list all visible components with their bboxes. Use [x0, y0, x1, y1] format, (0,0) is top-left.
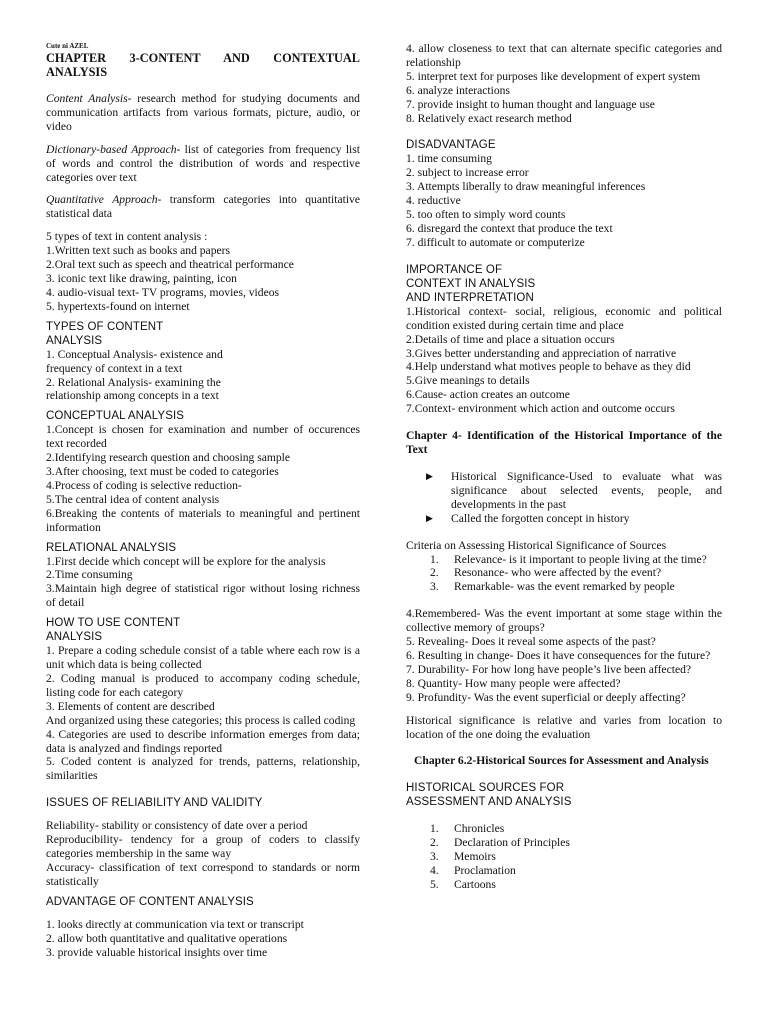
advantage-item: 5. interpret text for purposes like development of expert system	[406, 69, 701, 83]
content-analysis-text: research method for studying documents and communication artifacts from various formats, picture, audio, or video	[46, 92, 360, 133]
importance-item: 6.Cause- action creates an outcome	[406, 388, 570, 402]
author-note: Cute ni AZEL	[46, 42, 89, 50]
how-to-use-item: 5. Coded content is analyzed for trends, patterns, relationship, similarities	[46, 755, 360, 783]
conceptual-analysis-heading: CONCEPTUAL ANALYSIS	[46, 410, 185, 423]
arrow-right-icon: ▶	[426, 471, 433, 482]
sources-number: 2.	[430, 836, 439, 850]
chapter4-bullet	[426, 470, 722, 512]
dictionary-text: list of categories from frequency list of words and control the distribution of words and respective categories over text	[46, 142, 360, 184]
chapter4-heading: Chapter 4- Identification of the Historical Importance of the Text	[406, 429, 722, 457]
issues-item: Reliability- stability or consistency of date over a period	[46, 819, 308, 833]
types-of-text-intro: 5 types of text in content analysis :	[46, 230, 208, 244]
sources-text: Proclamation	[454, 864, 516, 878]
types-of-content-item: 1. Conceptual Analysis- existence and	[46, 347, 223, 361]
criteria-heading: Criteria on Assessing Historical Significance of Sources	[406, 538, 667, 552]
criteria-more-item: 5. Revealing- Does it reveal some aspects of the past?	[406, 635, 656, 649]
types-of-text-item: 1.Written text such as books and papers	[46, 244, 231, 258]
importance-item: 4.Help understand what motives people to behave as they did	[406, 360, 691, 374]
disadvantage-heading: DISADVANTAGE	[406, 139, 496, 152]
types-of-content-item: frequency of context in a text	[46, 361, 183, 375]
types-of-text-item: 4. audio-visual text- TV programs, movies, videos	[46, 285, 280, 299]
disadvantage-item: 4. reductive	[406, 194, 461, 208]
issues-item: Accuracy- classification of text correspond to standards or norm statistically	[46, 860, 360, 888]
advantage-item: 8. Relatively exact research method	[406, 111, 572, 125]
importance-item: 1.Historical context- social, religious, economic and political condition existed during certain time and place	[406, 304, 722, 332]
dictionary-term: Dictionary-based Approach-	[46, 142, 181, 156]
sources-heading: HISTORICAL SOURCES FOR	[406, 782, 565, 795]
importance-item: 5.Give meanings to details	[406, 374, 530, 388]
how-to-use-heading: HOW TO USE CONTENT	[46, 617, 181, 630]
types-of-text-item: 2.Oral text such as speech and theatrical performance	[46, 258, 294, 272]
types-of-content-heading: TYPES OF CONTENT	[46, 320, 164, 333]
sources-heading-2: ASSESSMENT AND ANALYSIS	[406, 796, 572, 809]
advantage-item: 3. provide valuable historical insights over time	[46, 945, 268, 959]
importance-heading-3: AND INTERPRETATION	[406, 291, 534, 304]
criteria-list	[406, 553, 722, 595]
criteria-more-item: 4.Remembered- Was the event important at some stage within the collective memory of groups?	[406, 607, 722, 635]
disadvantage-item: 7. difficult to automate or computerize	[406, 235, 585, 249]
how-to-use-item: 3. Elements of content are described	[46, 699, 215, 713]
types-of-content-heading-2: ANALYSIS	[46, 334, 103, 347]
advantage-item: 1. looks directly at communication via text or transcript	[46, 917, 304, 931]
content-analysis-term: Content Analysis-	[46, 92, 132, 105]
quantitative-approach-definition	[46, 193, 360, 221]
advantage-item: 4. allow closeness to text that can alternate specific categories and relationship	[406, 42, 722, 69]
arrow-right-icon: ▶	[426, 512, 433, 523]
how-to-use-item: 4. Categories are used to describe information emerges from data; data is analyzed and findings reported	[46, 727, 360, 755]
conceptual-item: 4.Process of coding is selective reduction-	[46, 478, 242, 492]
importance-item: 3.Gives better understanding and appreciation of narrative	[406, 346, 677, 360]
criteria-item	[430, 580, 722, 594]
importance-item: 7.Context- environment which action and outcome occurs	[406, 402, 675, 416]
chapter3-title-line2: ANALYSIS	[46, 65, 108, 79]
sources-item	[430, 822, 722, 836]
sources-item	[430, 878, 722, 892]
sources-number: 3.	[430, 850, 439, 864]
sources-number: 1.	[430, 822, 439, 836]
quantitative-text: transform categories into quantitative statistical data	[46, 193, 360, 221]
advantage-item: 7. provide insight to human thought and language use	[406, 97, 655, 111]
advantage-item: 2. allow both quantitative and qualitative operations	[46, 931, 288, 945]
criteria-more-item: 8. Quantity- How many people were affected?	[406, 676, 621, 690]
disadvantage-item: 5. too often to simply word counts	[406, 208, 566, 222]
types-of-content-item: relationship among concepts in a text	[46, 389, 219, 403]
criteria-number: 2.	[430, 566, 439, 580]
content-analysis-definition	[46, 92, 360, 134]
sources-item	[430, 864, 722, 878]
relational-item: 2.Time consuming	[46, 568, 133, 582]
relational-analysis-heading: RELATIONAL ANALYSIS	[46, 541, 177, 554]
dictionary-approach-definition	[46, 143, 360, 185]
chapter4-bullet-list	[406, 470, 722, 526]
right-column	[406, 42, 722, 892]
how-to-use-heading-2: ANALYSIS	[46, 631, 103, 644]
conceptual-item: 5.The central idea of content analysis	[46, 492, 220, 506]
criteria-more-item: 9. Profundity- Was the event superficial or deeply affecting?	[406, 690, 686, 704]
chapter62-heading: Chapter 6.2-Historical Sources for Assessment and Analysis	[414, 754, 709, 768]
how-to-use-item: 1. Prepare a coding schedule consist of a table where each row is a unit which data is being collected	[46, 644, 360, 672]
sources-number: 5.	[430, 878, 439, 892]
chapter4-bullet-text: Called the forgotten concept in history	[451, 511, 630, 525]
disadvantage-item: 6. disregard the context that produce the text	[406, 221, 613, 235]
sources-text: Memoirs	[454, 850, 496, 864]
sources-text: Declaration of Principles	[454, 836, 570, 850]
criteria-item	[430, 553, 722, 567]
types-of-content-item: 2. Relational Analysis- examining the	[46, 375, 221, 389]
quantitative-term: Quantitative Approach-	[46, 193, 162, 207]
criteria-number: 1.	[430, 552, 439, 566]
importance-item: 2.Details of time and place a situation occurs	[406, 332, 615, 346]
chapter3-title-line1: CHAPTER 3-CONTENT AND CONTEXTUAL	[46, 51, 360, 65]
conceptual-item: 1.Concept is chosen for examination and number of occurences text recorded	[46, 423, 360, 451]
sources-text: Cartoons	[454, 878, 496, 892]
issues-item: Reproducibility- tendency for a group of coders to classify categories membership in the same way	[46, 833, 360, 861]
criteria-number: 3.	[430, 580, 439, 594]
criteria-text: Remarkable- was the event remarked by people	[454, 580, 675, 594]
types-of-text-item: 3. iconic text like drawing, painting, icon	[46, 271, 237, 285]
how-to-use-item: And organized using these categories; this process is called coding	[46, 713, 356, 727]
issues-heading: ISSUES OF RELIABILITY AND VALIDITY	[46, 797, 263, 810]
criteria-text: Relevance- is it important to people living at the time?	[454, 552, 707, 566]
chapter4-bullet-text: Historical Significance-Used to evaluate what was significance about selected events, people, and developments in the past	[451, 470, 722, 511]
chapter4-bullet	[426, 512, 722, 526]
left-column	[46, 42, 360, 960]
types-of-text-item: 5. hypertexts-found on internet	[46, 299, 190, 313]
relational-item: 3.Maintain high degree of statistical rigor without losing richness of detail	[46, 582, 360, 610]
criteria-more-item: 7. Durability- For how long have people’s live been affected?	[406, 662, 692, 676]
conceptual-item: 6.Breaking the contents of materials to meaningful and pertinent information	[46, 506, 360, 534]
sources-item	[430, 850, 722, 864]
importance-heading-2: CONTEXT IN ANALYSIS	[406, 277, 536, 290]
advantage-heading: ADVANTAGE OF CONTENT ANALYSIS	[46, 895, 254, 908]
conceptual-item: 3.After choosing, text must be coded to categories	[46, 465, 279, 479]
sources-text: Chronicles	[454, 822, 505, 836]
criteria-more-item: 6. Resulting in change- Does it have consequences for the future?	[406, 649, 711, 662]
disadvantage-item: 2. subject to increase error	[406, 166, 529, 180]
disadvantage-item: 3. Attempts liberally to draw meaningful inferences	[406, 180, 646, 194]
conceptual-item: 2.Identifying research question and choosing sample	[46, 451, 291, 465]
importance-heading: IMPORTANCE OF	[406, 263, 503, 276]
relational-item: 1.First decide which concept will be explore for the analysis	[46, 554, 326, 568]
advantage-item: 6. analyze interactions	[406, 83, 510, 97]
sources-number: 4.	[430, 864, 439, 878]
sources-item	[430, 836, 722, 850]
criteria-item	[430, 566, 722, 580]
how-to-use-item: 2. Coding manual is produced to accompany coding schedule, listing code for each category	[46, 672, 360, 699]
sources-list	[406, 822, 722, 892]
disadvantage-item: 1. time consuming	[406, 152, 492, 166]
criteria-text: Resonance- who were affected by the event?	[454, 566, 662, 580]
significance-note: Historical significance is relative and varies from location to location of the one doing the evaluation	[406, 713, 722, 741]
